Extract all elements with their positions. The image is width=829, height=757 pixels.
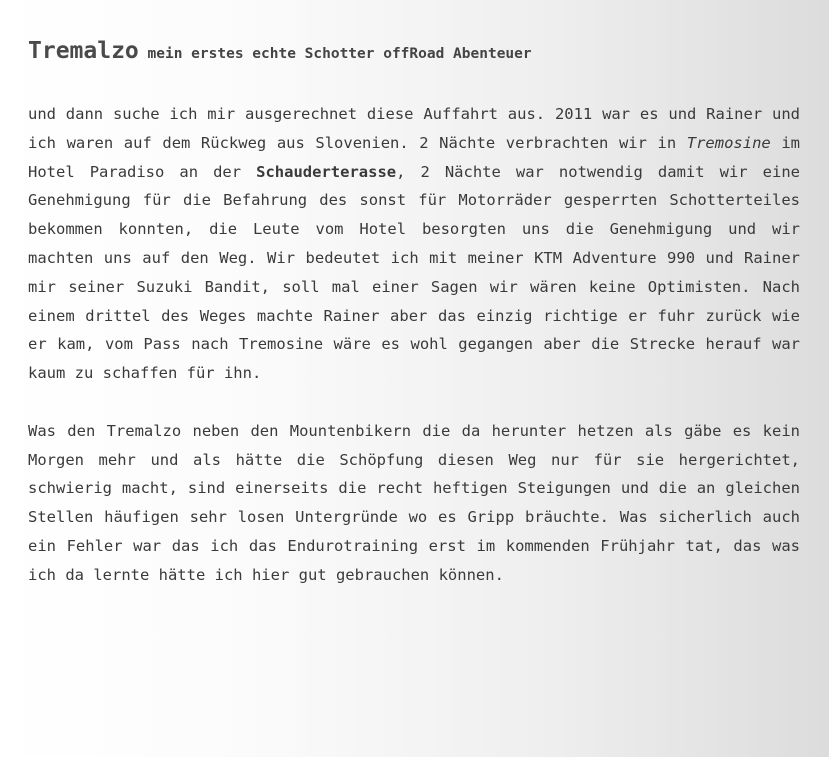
article [28, 36, 800, 590]
paragraph-1-part-3: , 2 Nächte war notwendig damit wir eine Genehmigung für die Befahrung des sonst für Motorräder gesperrten Schotterteiles bekommen konnten, die Leute vom Hotel besorgten uns die Genehmigung und wir machten uns auf den Weg. Wir bedeutet ich mit meiner KTM Adventure 990 und Rainer mir seiner Suzuki Bandit, soll mal einer Sagen wir wären keine Optimisten. Nach einem drittel des Weges machte Rainer aber das einzig richtige er fuhr zurück wie er kam, vom Pass nach Tremosine wäre es wohl gegangen aber die Strecke herauf war kaum zu schaffen für ihn. [28, 162, 800, 383]
paragraph-1 [28, 100, 800, 388]
title-main: Tremalzo [28, 38, 139, 64]
article-title [28, 36, 800, 69]
paragraph-2: Was den Tremalzo neben den Mountenbikern die da herunter hetzen als gäbe es kein Morgen mehr und als hätte die Schöpfung diesen Weg nur für sie hergerichtet, schwierig macht, sind einerseits die recht heftigen Steigungen und die an gleichen Stellen häufigen sehr losen Untergründe wo es Gripp bräuchte. Was sicherlich auch ein Fehler war das ich das Endurotraining erst im kommenden Frühjahr tat, das was ich da lernte hätte ich hier gut gebrauchen können. [28, 421, 800, 584]
place-tremosine: Tremosine [686, 133, 771, 152]
paragraph-1-part-2: im Hotel Paradiso an der [28, 133, 800, 181]
title-subtitle: mein erstes echte Schotter offRoad Abenteuer [147, 46, 532, 62]
place-schauderterasse: Schauderterasse [256, 162, 397, 181]
paragraph-1-part-1: und dann suche ich mir ausgerechnet diese Auffahrt aus. 2011 war es und Rainer und ich waren auf dem Rückweg aus Slovenien. 2 Nächte verbrachten wir in [28, 105, 800, 152]
